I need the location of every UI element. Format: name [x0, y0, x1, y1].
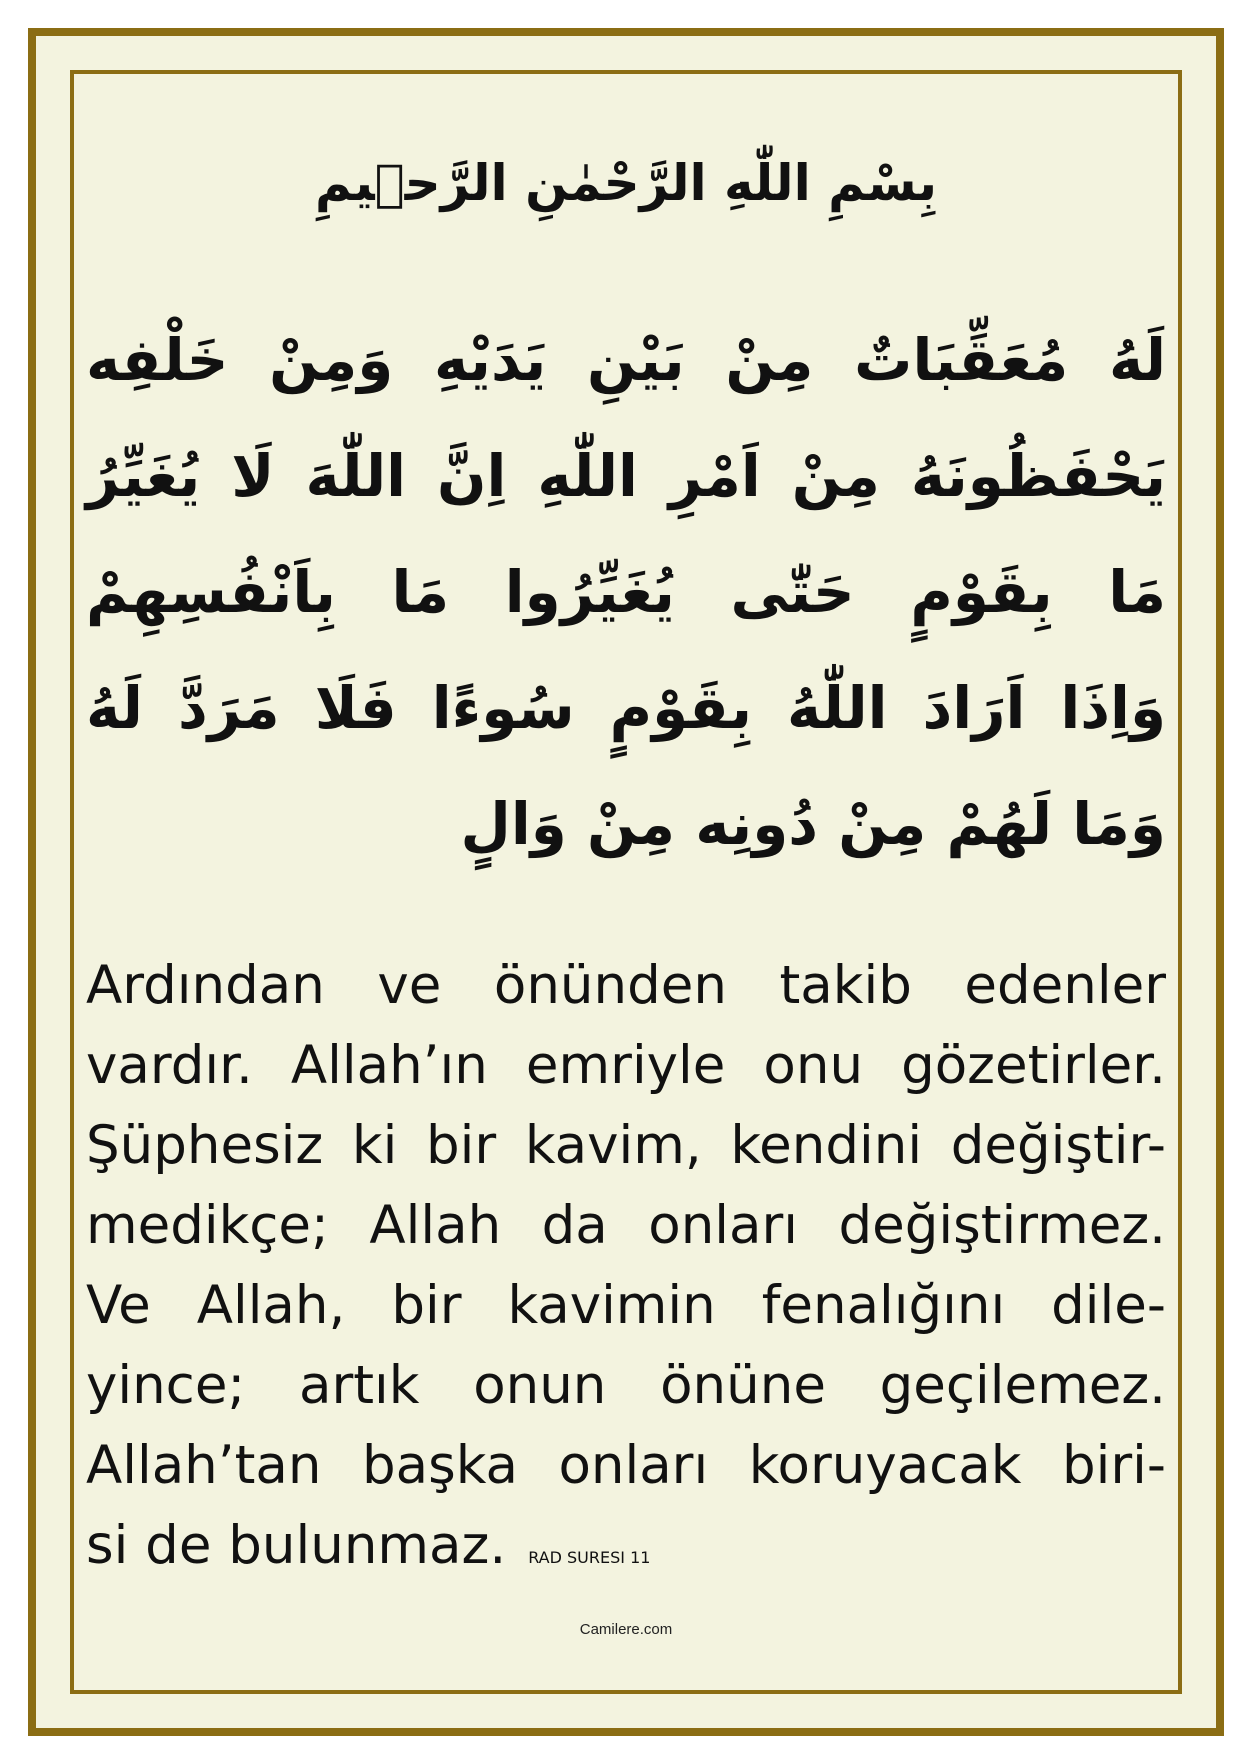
- arabic-line: لَهُ مُعَقِّبَاتٌ مِنْ بَيْنِ يَدَيْهِ وَمِنْ خَلْفِه: [86, 326, 1166, 394]
- footer-site: Camilere.com: [579, 1621, 673, 1638]
- translation-line: medikçe; Allah da onları değiştirmez.: [86, 1195, 1166, 1256]
- basmala: بِسْمِ اللّٰهِ الرَّحْمٰنِ الرَّح۪يمِ: [315, 154, 937, 212]
- translation-line: Ve Allah, bir kavimin fenalığını dile-: [86, 1275, 1166, 1336]
- verse-source: RAD SURESI 11: [528, 1548, 651, 1567]
- arabic-line: وَاِذَا اَرَادَ اللّٰهُ بِقَوْمٍ سُوءًا فَلَا مَرَدَّ لَهُ: [86, 674, 1166, 742]
- translation-line: vardır. Allah’ın emriyle onu gözetirler.: [86, 1035, 1166, 1096]
- translation-line: si de bulunmaz.: [86, 1515, 507, 1576]
- translation-line: Allah’tan başka onları koruyacak biri-: [86, 1435, 1166, 1496]
- turkish-translation: [86, 946, 1166, 1586]
- translation-line: Ardından ve önünden takib edenler: [86, 955, 1166, 1016]
- arabic-verse: [86, 302, 1166, 882]
- arabic-line: مَا بِقَوْمٍ حَتّٰى يُغَيِّرُوا مَا بِاَنْفُسِهِمْ: [86, 558, 1166, 626]
- translation-last-line: [86, 1506, 1166, 1586]
- translation-line: Şüphesiz ki bir kavim, kendini değiştir-: [86, 1115, 1166, 1176]
- translation-line: yince; artık onun önüne geçilemez.: [86, 1355, 1166, 1416]
- outer-frame: [28, 28, 1224, 1736]
- arabic-line: يَحْفَظُونَهُ مِنْ اَمْرِ اللّٰهِ اِنَّ اللّٰهَ لَا يُغَيِّرُ: [86, 442, 1166, 510]
- arabic-line: وَمَا لَهُمْ مِنْ دُونِه مِنْ وَالٍ: [460, 790, 1166, 858]
